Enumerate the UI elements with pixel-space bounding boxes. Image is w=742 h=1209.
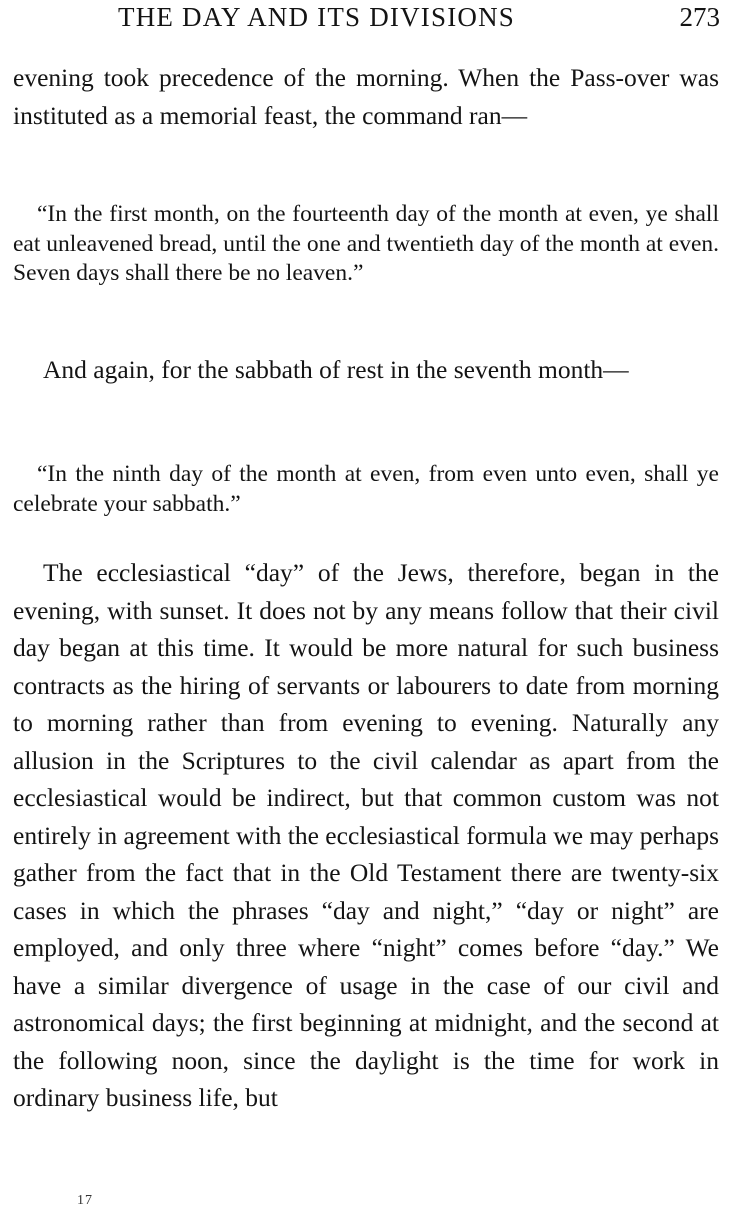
- running-title: THE DAY AND ITS DIVISIONS: [118, 2, 516, 32]
- paragraph-ecclesiastical-day: The ecclesiastical “day” of the Jews, therefore, began in the evening, with sunset. It does not by any means follow that their civil day began at this time. It would be more natural for such business contracts as the hiring of servants or labourers to date from morning to morning rather than from evening to evening. Naturally any allusion in the Scriptures to the civil calendar as apart from the ecclesiastical would be indirect, but that common custom was not entirely in agreement with the ecclesiastical formula we may perhaps gather from the fact that in the Old Testament there are twenty-six cases in which the phrases “day and night,” “day or night” are employed, and only three where “night” comes before “day.” We have a similar divergence of usage in the case of our civil and astronomical days; the first beginning at midnight, and the second at the following noon, since the daylight is the time for work in ordinary business life, but: [13, 558, 719, 1112]
- page-number: 273: [679, 2, 720, 32]
- paragraph-sabbath: And again, for the sabbath of rest in the seventh month—: [43, 355, 629, 384]
- quote-ninth-day: “In the ninth day of the month at even, from even unto even, shall ye celebrate your sabbath.”: [13, 461, 719, 517]
- signature-mark: 17: [77, 1193, 93, 1208]
- quote-first-month: “In the first month, on the fourteenth day of the month at even, ye shall eat unleavened bread, until the one and twentieth day of the month at even. Seven days shall there be no leaven.”: [13, 201, 719, 286]
- running-head: [14, 2, 720, 38]
- paragraph-passover: evening took precedence of the morning. When the Pass-over was instituted as a memorial feast, the command ran—: [13, 63, 719, 130]
